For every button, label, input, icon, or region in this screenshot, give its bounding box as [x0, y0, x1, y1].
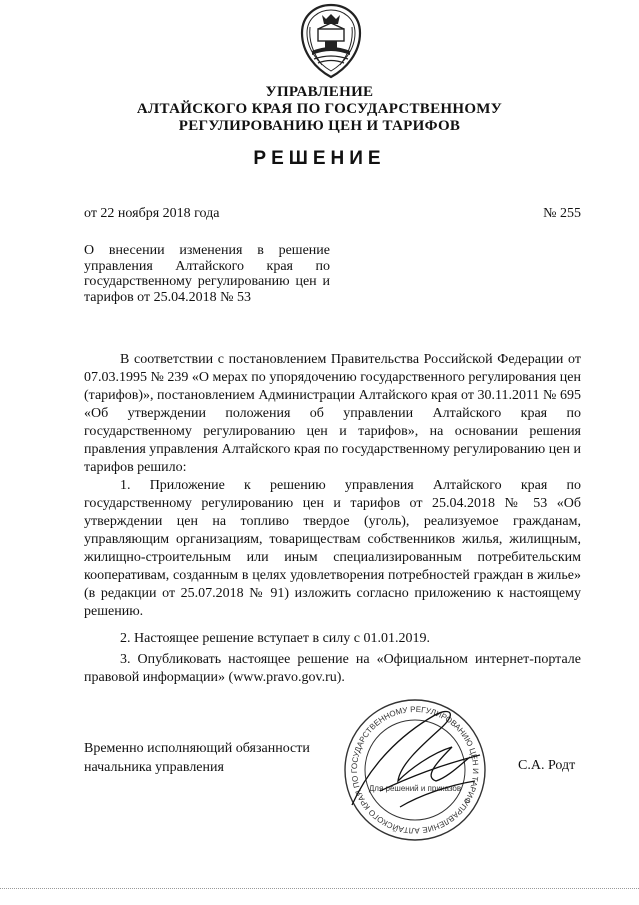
signatory-position	[84, 740, 310, 777]
signatory-position-line2: начальника управления	[84, 759, 224, 775]
document-number: № 255	[543, 206, 581, 221]
document-date: от 22 ноября 2018 года	[84, 206, 220, 221]
org-name-line1: УПРАВЛЕНИЕ	[265, 84, 374, 100]
document-title: РЕШЕНИЕ	[253, 148, 386, 169]
item-2-paragraph: 2. Настоящее решение вступает в силу с 01.01.2019.	[120, 631, 430, 646]
preamble-paragraph: В соответствии с постановлением Правительства Российской Федерации от 07.03.1995 № 239 «О мерах по упорядочению государственного регулирования цен (тарифов)», постановлением Администрации Алтайского края от 30.11.2011 № 695 «Об утверждении положения об управлении Алтайского края по государственному регулированию цен и тарифов», на основании решения правления управления Алтайского края по государственному регулированию цен и тарифов решило:	[84, 352, 581, 475]
item-1-paragraph: 1. Приложение к решению управления Алтайского края по государственному регулированию цен и тарифов от 25.04.2018 № 53 «Об утверждении цен на топливо твердое (уголь), реализуемое гражданам, управляющим организациям, товариществам собственников жилья, жилищным, жилищно-строительным или иным специализированным потребительским кооперативам, созданным в целях удовлетворения потребностей граждан в жилье» (в редакции от 25.07.2018 № 91) изложить согласно приложению к настоящему решению.	[84, 478, 581, 619]
svg-text:УПРАВЛЕНИЕ АЛТАЙСКОГО КРАЯ ПО	[340, 695, 490, 845]
coat-of-arms-icon	[296, 3, 366, 79]
signatory-position-line1: Временно исполняющий обязанности	[84, 741, 310, 756]
stamp-center-text: Для решений и приказов	[368, 784, 462, 793]
official-stamp	[340, 695, 490, 845]
stamp-ring-text: УПРАВЛЕНИЕ АЛТАЙСКОГО КРАЯ ПО ГОСУДАРСТВЕННОМУ РЕГУЛИРОВАНИЮ ЦЕН И ТАРИФОВ	[349, 704, 481, 836]
item-3-paragraph: 3. Опубликовать настоящее решение на «Официальном интернет-портале правовой информации» (www.pravo.gov.ru).	[84, 652, 581, 685]
org-name-line3: РЕГУЛИРОВАНИЮ ЦЕН И ТАРИФОВ	[178, 118, 461, 134]
document-subject: О внесении изменения в решение управления Алтайского края по государственному регулированию цен и тарифов от 25.04.2018 № 53	[84, 243, 330, 305]
signatory-name: С.А. Родт	[518, 758, 576, 773]
scan-edge-divider	[0, 888, 639, 889]
org-name-line2: АЛТАЙСКОГО КРАЯ ПО ГОСУДАРСТВЕННОМУ	[136, 101, 503, 117]
